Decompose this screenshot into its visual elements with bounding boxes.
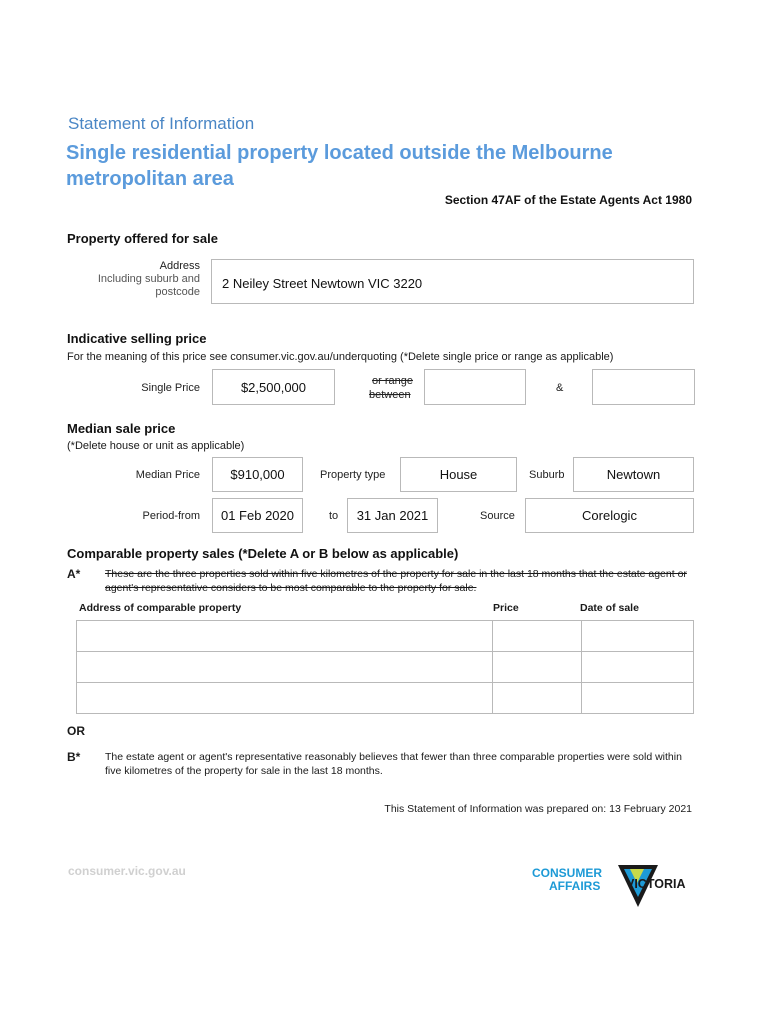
address-sublabel-1: Including suburb and	[97, 273, 200, 285]
property-type-value: House	[439, 467, 478, 482]
range-label-1: or range	[372, 375, 413, 387]
comparable-heading: Comparable property sales (*Delete A or B below as applicable)	[67, 546, 459, 561]
suburb-field[interactable]	[573, 457, 694, 492]
logo-victoria-text: VICTORIA	[626, 877, 686, 891]
logo-consumer-text: CONSUMER	[532, 866, 603, 880]
main-title: Single residential property located outside the Melbourne metropolitan area	[66, 142, 613, 190]
single-price-field[interactable]	[212, 369, 335, 405]
comparable-table	[76, 620, 694, 714]
range-high-field[interactable]	[592, 369, 695, 405]
property-type-label: Property type	[320, 469, 386, 481]
median-price-label: Median Price	[135, 469, 200, 481]
comparable-price-cell[interactable]	[493, 621, 582, 652]
suburb-label: Suburb	[529, 469, 565, 481]
option-a-marker: A*	[67, 567, 81, 581]
table-row	[77, 652, 694, 683]
range-low-field[interactable]	[424, 369, 526, 405]
comparable-price-cell[interactable]	[493, 652, 582, 683]
option-b-marker: B*	[67, 750, 81, 764]
property-type-field[interactable]	[400, 457, 517, 492]
act-reference: Section 47AF of the Estate Agents Act 1980	[444, 193, 692, 207]
logo-affairs-text: AFFAIRS	[549, 879, 601, 893]
option-b-text: The estate agent or agent's representative reasonably believes that fewer than three comparable properties were sold within five kilometres of the property for sale in the last 18 months.	[105, 751, 682, 777]
comparable-address-cell[interactable]	[77, 652, 493, 683]
source-value: Corelogic	[582, 508, 637, 523]
col-date-header: Date of sale	[580, 602, 639, 614]
property-heading: Property offered for sale	[67, 231, 218, 246]
source-field[interactable]	[525, 498, 694, 533]
period-to-value: 31 Jan 2021	[356, 508, 429, 523]
comparable-price-cell[interactable]	[493, 683, 582, 714]
period-from-value: 01 Feb 2020	[220, 508, 294, 523]
range-label-2: between	[369, 389, 411, 401]
to-label: to	[329, 510, 339, 522]
address-label: Address	[159, 260, 200, 272]
comparable-date-cell[interactable]	[582, 683, 694, 714]
period-from-field[interactable]	[212, 498, 303, 533]
comparable-address-cell[interactable]	[77, 621, 493, 652]
option-a-text: These are the three properties sold within five kilometres of the property for sale in the last 18 months that the estate agent or agent's representative considers to be most comparable to the property for sale.	[105, 568, 687, 594]
document-title: Statement of Information	[68, 114, 255, 133]
col-price-header: Price	[493, 602, 519, 614]
address-sublabel-2: postcode	[155, 286, 200, 298]
suburb-value: Newtown	[606, 467, 661, 482]
consumer-affairs-victoria-logo	[530, 862, 700, 912]
table-row	[77, 621, 694, 652]
single-price-value: $2,500,000	[240, 379, 307, 395]
period-to-field[interactable]	[347, 498, 438, 533]
comparable-date-cell[interactable]	[582, 621, 694, 652]
or-label: OR	[67, 724, 85, 738]
indicative-note: For the meaning of this price see consumer.vic.gov.au/underquoting (*Delete single price or range as applicable)	[67, 351, 614, 363]
indicative-heading: Indicative selling price	[67, 331, 207, 346]
median-price-value: $910,000	[230, 467, 285, 482]
median-heading: Median sale price	[67, 421, 176, 436]
and-label: &	[556, 382, 564, 394]
comparable-date-cell[interactable]	[582, 652, 694, 683]
comparable-address-cell[interactable]	[77, 683, 493, 714]
address-field[interactable]	[211, 259, 694, 304]
source-label: Source	[480, 510, 515, 522]
single-price-label: Single Price	[141, 382, 200, 394]
table-row	[77, 683, 694, 714]
prepared-on-text: This Statement of Information was prepared on: 13 February 2021	[384, 803, 692, 815]
footer-website: consumer.vic.gov.au	[68, 864, 186, 878]
period-from-label: Period-from	[142, 510, 200, 522]
col-address-header: Address of comparable property	[79, 602, 242, 614]
address-value: 2 Neiley Street Newtown VIC 3220	[222, 276, 423, 291]
median-note: (*Delete house or unit as applicable)	[67, 440, 245, 452]
median-price-field[interactable]	[212, 457, 303, 492]
